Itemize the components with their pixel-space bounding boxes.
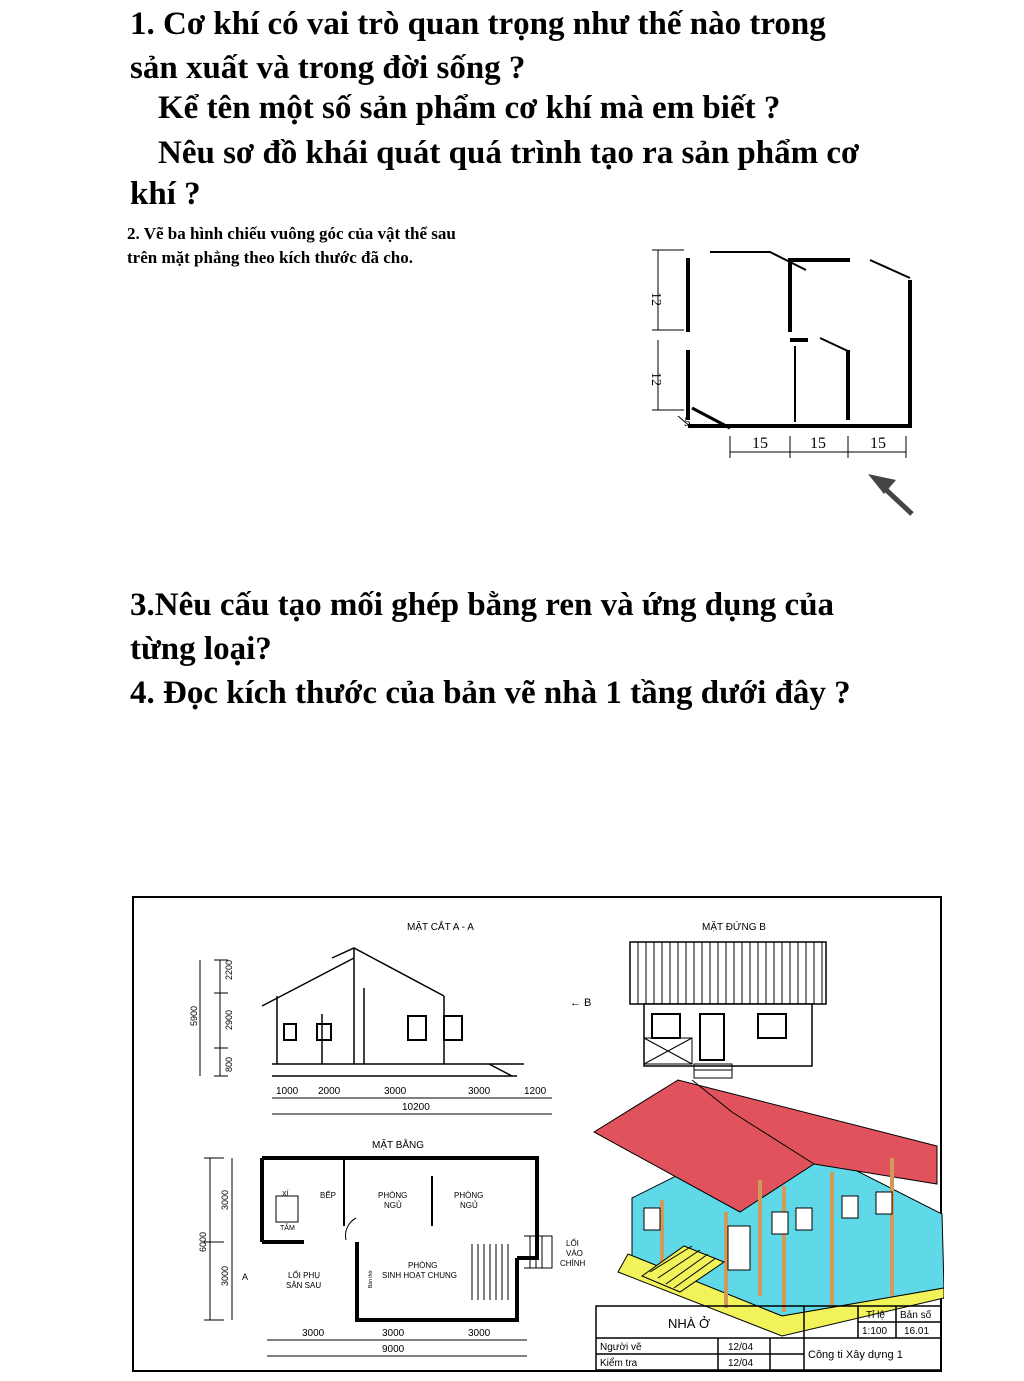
q1-line5: khí ? [130,176,201,212]
section-h-wall: 2900 [224,1009,234,1030]
plan-w-total: 9000 [382,1344,405,1355]
scale-value: 1:100 [862,1326,888,1337]
q4-line1: 4. Đọc kích thước của bản vẽ nhà 1 tầng dưới đây ? [130,675,851,711]
sheet-label: Bản số [900,1310,932,1321]
house-drawing [132,896,944,1376]
elevation-view [630,942,826,1078]
plan-h-total: 6000 [198,1231,208,1252]
room-cabinet: Bàn thờ [368,1270,374,1288]
q2-line2: trên mặt phẳng theo kích thước đã cho. [127,248,413,267]
dim-height-bottom: 12 [648,372,663,386]
room-living-line2: SINH HOẠT CHUNG [382,1271,457,1280]
q1-line1: 1. Cơ khí có vai trò quan trọng như thế nào trong [130,6,826,42]
room-bed1-line1: PHÒNG [378,1191,408,1200]
room-bath: TẮM [280,1225,295,1232]
section-w5: 1200 [524,1086,547,1097]
q1-line3: Kể tên một số sản phẩm cơ khí mà em biết ? [158,90,781,126]
view-arrow-icon [868,474,912,514]
q2-line1: 2. Vẽ ba hình chiếu vuông góc của vật thể sau [127,224,456,243]
company: Công ti Xây dựng 1 [808,1349,903,1361]
room-bed1-line2: NGỦ [384,1201,402,1210]
dim-width-2: 15 [810,435,826,452]
checked-date: 12/04 [728,1358,754,1369]
plan-title: MẶT BẰNG [372,1140,425,1151]
object-figure [630,240,930,525]
main-entry-line1: LỐI [566,1239,579,1248]
plan-w3: 3000 [468,1328,491,1339]
dim-width-1: 15 [752,435,768,452]
section-w-total: 10200 [402,1102,430,1113]
section-h-roof: 2200 [224,959,234,980]
plan-w1: 3000 [302,1328,325,1339]
dim-width-3: 15 [870,435,886,452]
sheet-value: 16.01 [904,1326,930,1337]
drawn-date: 12/04 [728,1342,754,1353]
elevation-title: MẶT ĐỨNG B [702,922,766,933]
q3-line2: từng loại? [130,631,272,667]
q3-line1: 3.Nêu cấu tạo mối ghép bằng ren và ứng dụng của [130,587,835,623]
q1-line4: Nêu sơ đồ khái quát quá trình tạo ra sản phẩm cơ [158,135,860,171]
drawn-label: Người vẽ [600,1342,642,1353]
room-bed2-line2: NGỦ [460,1201,478,1210]
section-w4: 3000 [468,1086,491,1097]
room-kitchen: BẾP [320,1191,337,1200]
side-entry-line1: LỐI PHỤ [288,1271,321,1280]
side-entry-line2: SÂN SAU [286,1281,322,1290]
checked-label: Kiểm tra [600,1358,638,1369]
dim-height-top: 12 [648,292,663,306]
dim-depth: 5 [684,414,691,429]
q1-line2: sản xuất và trong đời sống ? [130,50,526,86]
room-wc: XÍ [282,1191,289,1198]
title-name: NHÀ Ở [668,1316,711,1331]
section-h-base: 800 [224,1056,234,1072]
elevation-arrow: ← B [570,997,592,1009]
section-title: MẶT CẮT A - A [407,922,474,933]
scale-label: Tỉ lệ [866,1310,885,1321]
room-living-line1: PHÒNG [408,1261,438,1270]
main-entry-line2: VÀO [566,1249,583,1258]
plan-h-bottom: 3000 [220,1265,230,1286]
plan-h-top: 3000 [220,1189,230,1210]
plan-marker-a: A [242,1272,249,1282]
main-entry-line3: CHÍNH [560,1259,586,1268]
plan-w2: 3000 [382,1328,405,1339]
section-w3: 3000 [384,1086,407,1097]
section-h-total: 5900 [189,1005,199,1026]
room-bed2-line1: PHÒNG [454,1191,484,1200]
section-w1: 1000 [276,1086,299,1097]
section-w2: 2000 [318,1086,341,1097]
